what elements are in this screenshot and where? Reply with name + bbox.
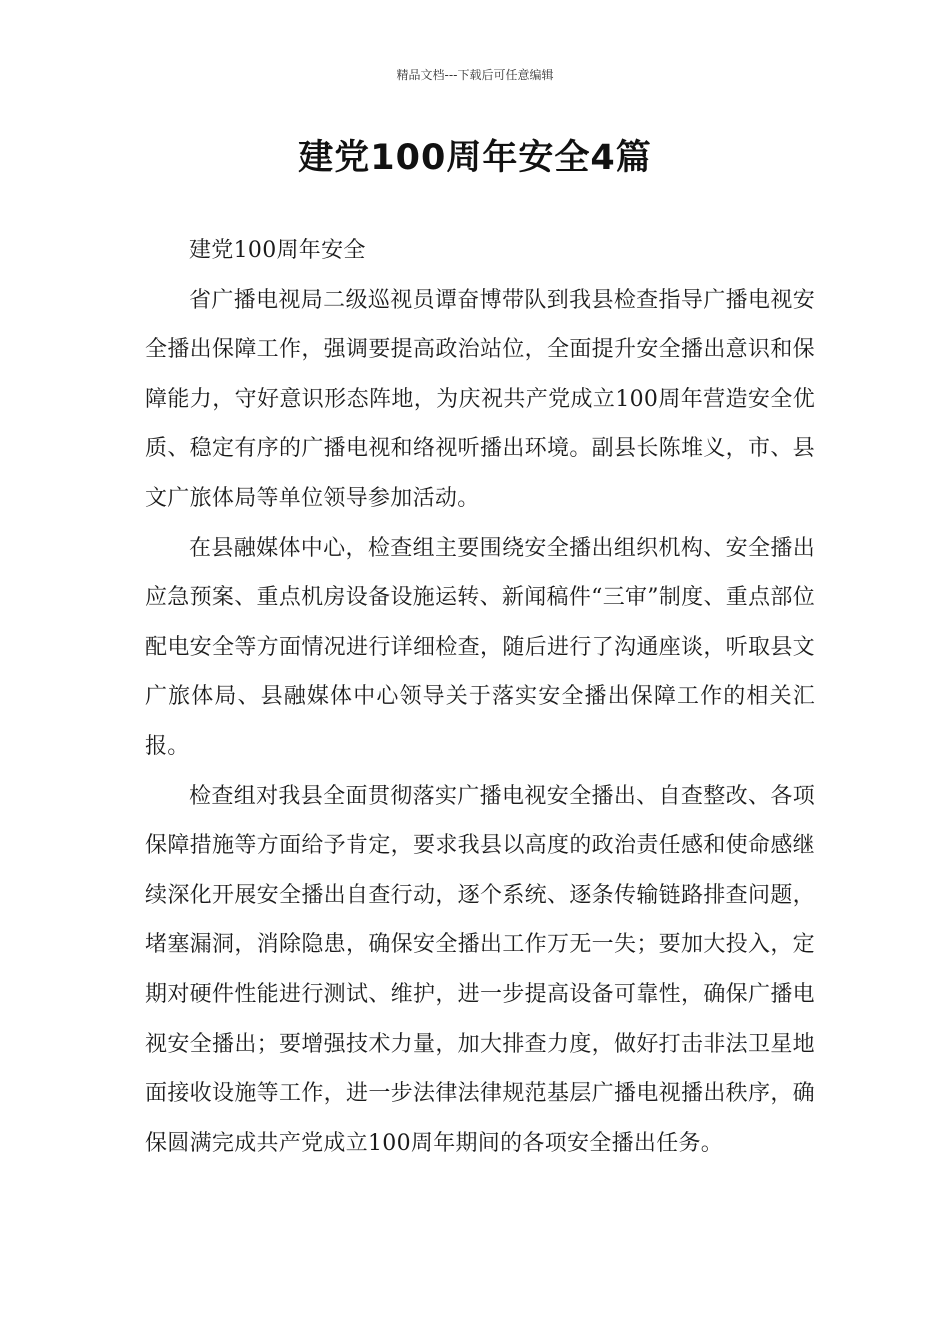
document-title: 建党100周年安全4篇 xyxy=(298,138,652,178)
section-heading: 建党100周年安全 xyxy=(189,238,366,263)
paragraph: 在县融媒体中心，检查组主要围绕安全播出组织机构、安全播出应急预案、重点机房设备设施运转、新闻稿件“三审”制度、重点部位配电安全等方面情况进行详细检查，随后进行了沟通座谈，听取县文广旅体局、县融媒体中心领导关于落实安全播出保障工作的相关汇报。 xyxy=(145,535,815,759)
paragraph: 检查组对我县全面贯彻落实广播电视安全播出、自查整改、各项保障措施等方面给予肯定，要求我县以高度的政治责任感和使命感继续深化开展安全播出自查行动，逐个系统、逐条传输链路排查问题，堵塞漏洞，消除隐患，确保安全播出工作万无一失；要加大投入，定期对硬件性能进行测试、维护，进一步提高设备可靠性，确保广播电视安全播出；要增强技术力量，加大排查力度，做好打击非法卫星地面接收设施等工作，进一步法律法律规范基层广播电视播出秩序，确保圆满完成共产党成立100周年期间的各项安全播出任务。 xyxy=(145,783,815,1156)
paragraph: 省广播电视局二级巡视员谭奋博带队到我县检查指导广播电视安全播出保障工作，强调要提高政治站位，全面提升安全播出意识和保障能力，守好意识形态阵地，为庆祝共产党成立100周年营造安全优质、稳定有序的广播电视和络视听播出环境。副县长陈堆义，市、县文广旅体局等单位领导参加活动。 xyxy=(145,287,815,511)
document-body xyxy=(145,226,815,1168)
header-note: 精品文档---下载后可任意编辑 xyxy=(396,68,554,82)
